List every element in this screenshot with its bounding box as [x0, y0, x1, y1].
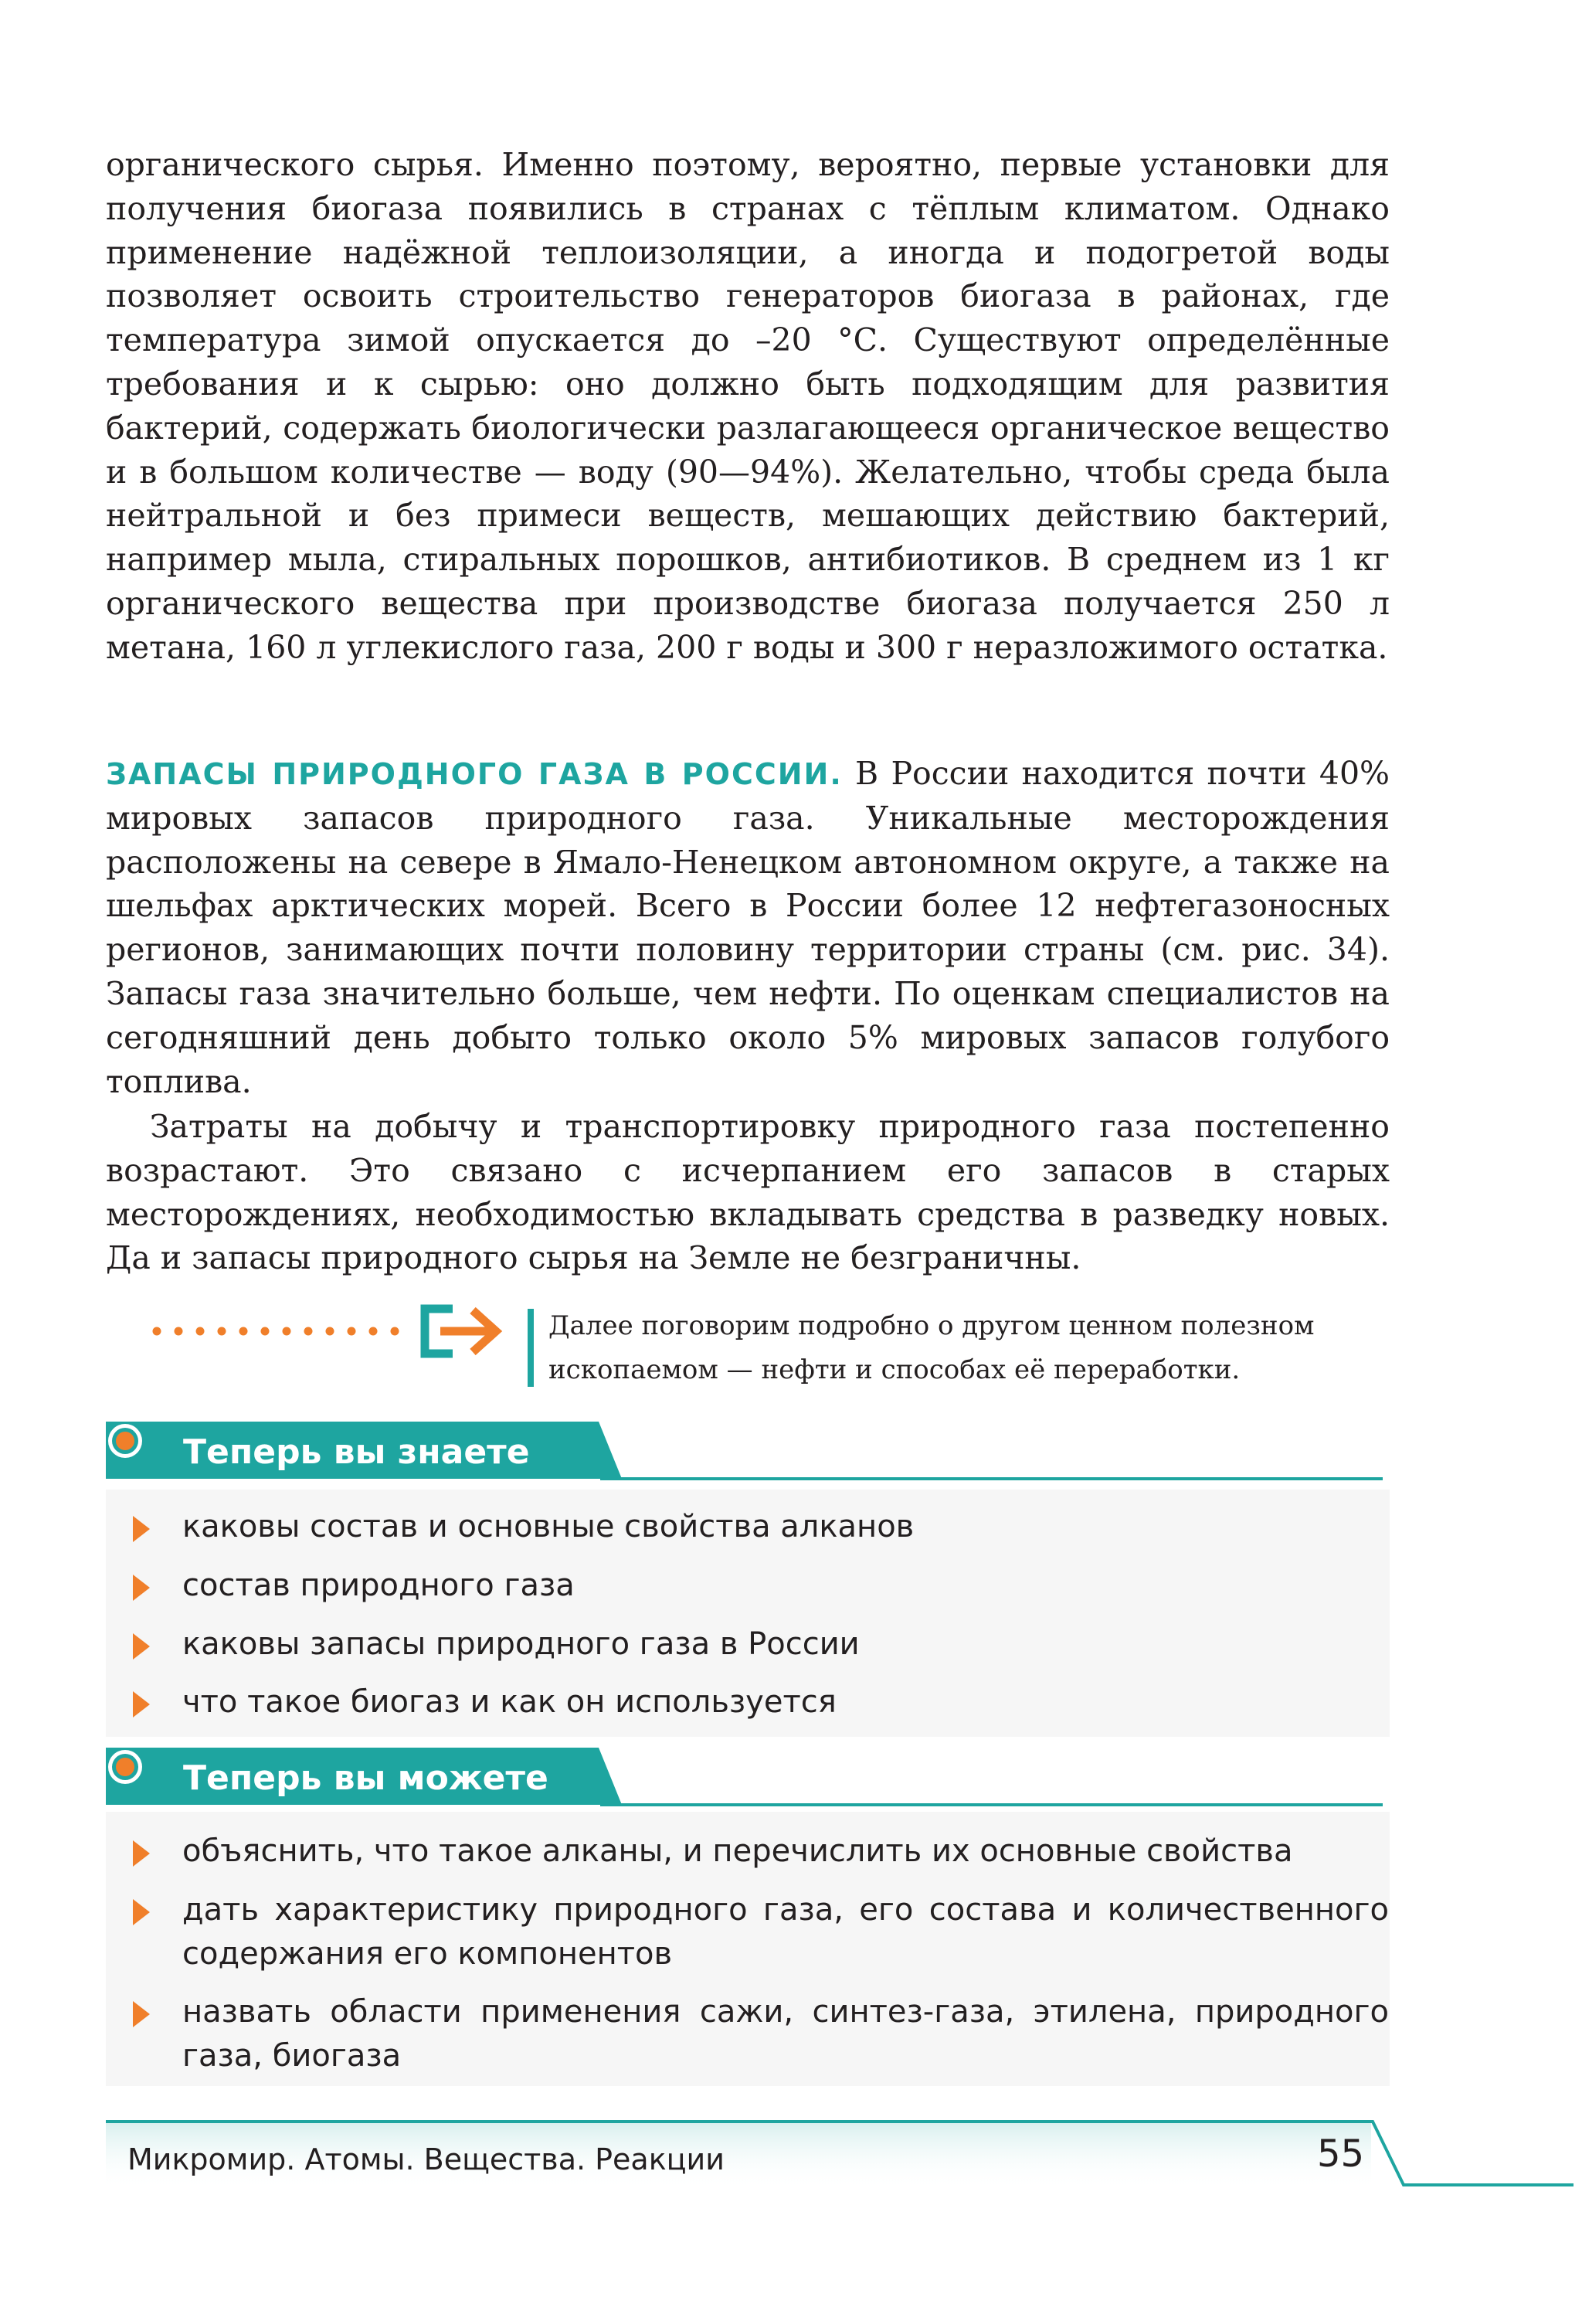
- bullet-triangle-icon: [133, 1691, 150, 1718]
- list-item-text: назвать области применения сажи, синтез-газа, этилена, природного газа, биогаза: [182, 1994, 1389, 2074]
- bullet-triangle-icon: [133, 1899, 150, 1925]
- body-paragraph: Затраты на добычу и транспортировку природного газа постепенно возрастают. Это связано с исчерпанием его запасов в старых месторождениях, необходимостью вкладывать средства в разведку новых. Да и запасы природного сырья на Земле не безграничны.: [106, 1108, 1390, 1277]
- know-list: [130, 1505, 1389, 1739]
- bullet-triangle-icon: [133, 1633, 150, 1660]
- can-list: [130, 1830, 1389, 2093]
- summary-title: Теперь вы можете: [183, 1758, 548, 1798]
- list-item: [130, 1505, 1389, 1549]
- list-item: [130, 1680, 1389, 1724]
- target-icon: [106, 1748, 144, 1786]
- summary-title: Теперь вы знаете: [183, 1432, 530, 1472]
- list-item: [130, 1564, 1389, 1608]
- list-item: [130, 1990, 1389, 2078]
- target-icon: [106, 1422, 144, 1460]
- summary-banner-know: [106, 1422, 1388, 1491]
- callout-text: Далее поговорим подробно о другом ценном полезном ископаемом — нефти и способах её переработки.: [548, 1310, 1315, 1385]
- book-title: Микромир. Атомы. Вещества. Реакции: [127, 2142, 725, 2176]
- summary-banner-can: [106, 1748, 1388, 1817]
- list-item-text: объяснить, что такое алканы, и перечислить их основные свойства: [182, 1833, 1293, 1869]
- list-item: [130, 1830, 1389, 1874]
- list-item-text: состав природного газа: [182, 1567, 575, 1603]
- list-item: [130, 1888, 1389, 1976]
- dotted-leader: [152, 1326, 407, 1337]
- bullet-triangle-icon: [133, 2001, 150, 2027]
- body-paragraph: [106, 752, 1390, 1103]
- list-item-text: дать характеристику природного газа, его состава и количественного содержания его компонентов: [182, 1891, 1389, 1972]
- section-text: В России находится почти 40% мировых запасов природного газа. Уникальные месторождения расположены на севере в Ямало-Ненецком автономном округе, а также на шельфах арктических морей. Всего в России более 12 нефтегазоносных регионов, занимающих почти половину территории страны (см. рис. 34). Запасы газа значительно больше, чем нефти. По оценкам специалистов на сегодняшний день добыто только около 5% мировых запасов голубого топлива.: [106, 755, 1390, 1100]
- list-item-text: каковы запасы природного газа в России: [182, 1626, 860, 1662]
- section-heading: ЗАПАСЫ ПРИРОДНОГО ГАЗА В РОССИИ.: [106, 757, 843, 791]
- bullet-triangle-icon: [133, 1840, 150, 1867]
- list-item-text: что такое биогаз и как он используется: [182, 1684, 837, 1721]
- forward-arrow-icon: [417, 1298, 510, 1364]
- body-paragraph: органического сырья. Именно поэтому, вероятно, первые установки для получения биогаза появились в странах с тёплым климатом. Однако применение надёжной теплоизоляции, а иногда и подогретой воды позволяет освоить строительство генераторов биогаза в районах, где температура зимой опускается до –20 °С. Существуют определённые требования и к сырью: оно должно быть подходящим для развития бактерий, содержать биологически разлагающееся органическое вещество и в большом количестве — воду (90—94%). Желательно, чтобы среда была нейтральной и без примеси веществ, мешающих действию бактерий, например мыла, стиральных порошков, антибиотиков. В среднем из 1 кг органического вещества при производстве биогаза получается 250 л метана, 160 л углекислого газа, 200 г воды и 300 г неразложимого остатка.: [106, 146, 1390, 666]
- page-number: 55: [1317, 2132, 1365, 2176]
- list-item-text: каковы состав и основные свойства алканов: [182, 1509, 915, 1544]
- bullet-triangle-icon: [133, 1516, 150, 1542]
- list-item: [130, 1622, 1389, 1667]
- callout-bar: [528, 1309, 534, 1387]
- bullet-triangle-icon: [133, 1575, 150, 1601]
